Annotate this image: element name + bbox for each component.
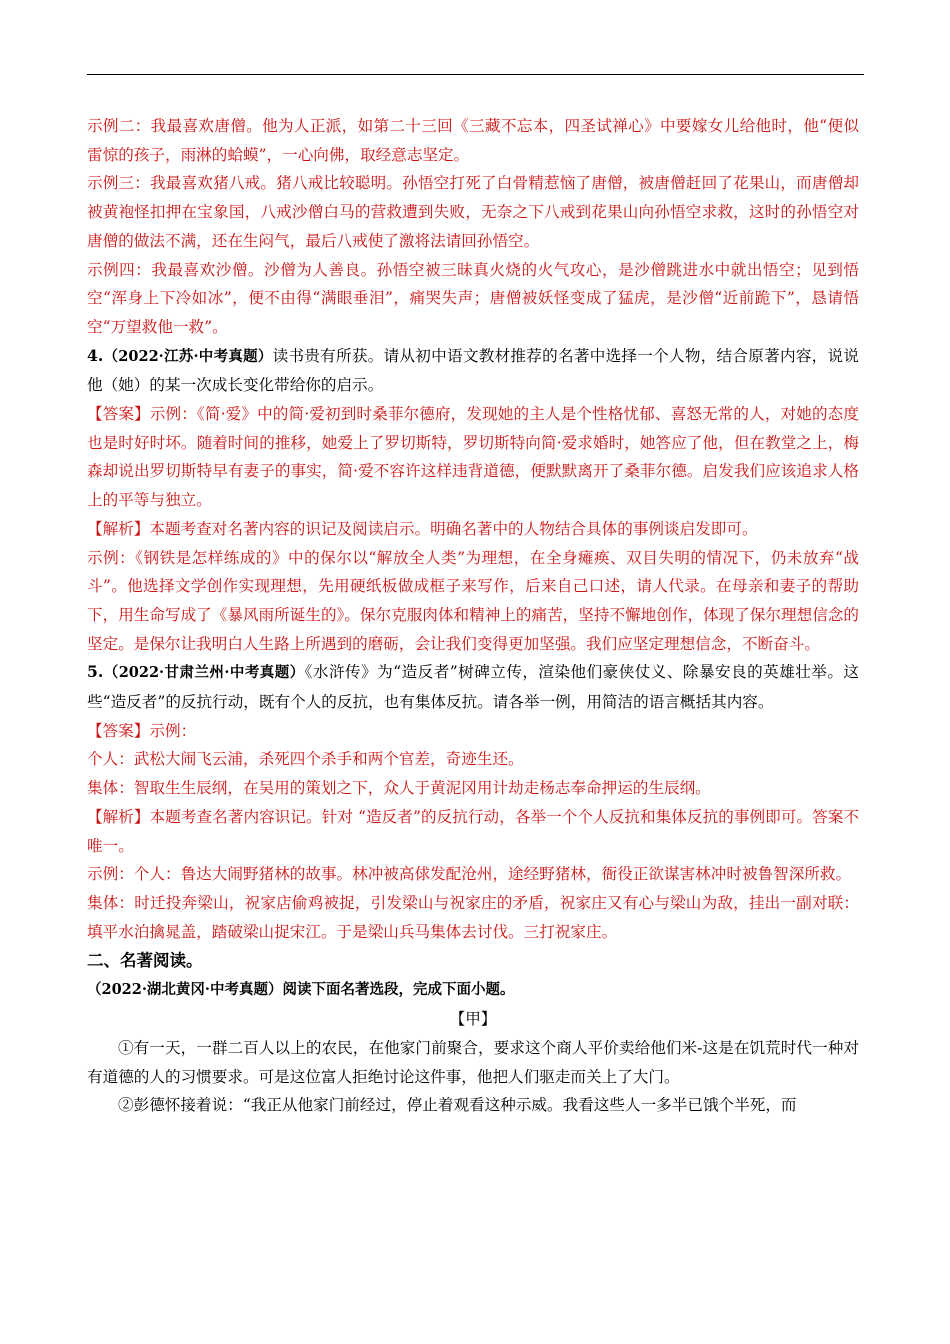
passage-title: 【甲】: [449, 1010, 497, 1029]
question-5-analysis: [87, 803, 859, 860]
analysis-text: 本题考查名著内容识记。针对 “造反者”的反抗行动，各举一个个人反抗和集体反抗的事例即可。答案不唯一。: [87, 807, 859, 855]
question-5: [87, 658, 859, 716]
question-4-stem: 读书贵有所获。请从初中语文教材推荐的名著中选择一个人物，结合原著内容，说说他（她）的某一次成长变化带给你的启示。: [87, 346, 859, 395]
question-4: [87, 342, 859, 400]
analysis-label: 【解析】: [87, 807, 150, 826]
question-4-source: （2022·江苏·中考真题）: [103, 347, 273, 365]
header-rule: [87, 74, 864, 75]
example-four: 示例四：我最喜欢沙僧。沙僧为人善良。孙悟空被三昧真火烧的火气攻心，是沙僧跳进水中就出悟空；见到悟空“浑身上下冷如冰”，便不由得“满眼垂泪”，痛哭失声；唐僧被妖怪变成了猛虎，是沙僧“近前跪下”，恳请悟空“万望救他一救”。: [87, 260, 859, 336]
question-5-source: （2022·甘肃兰州·中考真题）: [103, 664, 305, 682]
section-heading: 二、名著阅读。: [87, 951, 203, 971]
answer-label: 【答案】: [87, 405, 150, 424]
question-4-example: 示例：《钢铁是怎样练成的》中的保尔以“解放全人类”为理想，在全身瘫痪、双目失明的情况下，仍未放弃“战斗”。他选择文学创作实现理想，先用硬纸板做成框子来写作，后来自己口述，请人代录。在母亲和妻子的帮助下，用生命写成了《暴风雨所诞生的》。保尔克服肉体和精神上的痛苦，坚持不懈地创作，体现了保尔理想信念的坚定。是保尔让我明白人生路上所遇到的磨砺，会让我们变得更加坚强。我们应坚定理想信念，不断奋斗。: [87, 548, 859, 653]
example-two: 示例二：我最喜欢唐僧。他为人正派，如第二十三回《三藏不忘本，四圣试禅心》中要嫁女儿给他时，他“便似雷惊的孩子，雨淋的蛤蟆”，一心向佛，取经意志坚定。: [87, 117, 859, 164]
passage-paragraph-1: ①有一天，一群二百人以上的农民，在他家门前聚合，要求这个商人平价卖给他们米-这是在饥荒时代一种对有道德的人的习惯要求。可是这位富人拒绝讨论这件事，他把人们驱走而关上了大门。: [87, 1038, 859, 1086]
question-5-answer: [87, 717, 859, 746]
question-4-analysis: [87, 515, 859, 544]
analysis-text: 本题考查对名著内容的识记及阅读启示。明确名著中的人物结合具体的事例谈启发即可。: [149, 519, 758, 538]
answer-collective: 集体：智取生生辰纲，在吴用的策划之下，众人于黄泥冈用计劫走杨志奉命押运的生辰纲。: [87, 779, 711, 798]
example-individual: 示例：个人：鲁达大闹野猪林的故事。林冲被高俅发配沧州，途经野猪林，衙役正欲谋害林冲时被鲁智深所救。: [87, 865, 852, 884]
example-collective: 集体：时迁投奔梁山，祝家店偷鸡被捉，引发梁山与祝家庄的矛盾，祝家庄又有心与梁山为敌，挂出一副对联：填平水泊擒晁盖，踏破梁山捉宋江。于是梁山兵马集体去讨伐。三打祝家庄。: [87, 893, 859, 941]
passage-paragraph-2: ②彭德怀接着说：“我正从他家门前经过，停止着观看这种示威。我看这些人一多半已饿个半死，而: [118, 1096, 797, 1115]
answer-text: 示例：《简·爱》中的简·爱初到时桑菲尔德府，发现她的主人是个性格忧郁、喜怒无常的人，对她的态度也是时好时坏。随着时间的推移，她爱上了罗切斯特，罗切斯特向简·爱求婚时，她答应了他，但在教堂之上，梅森却说出罗切斯特早有妻子的事实，简·爱不容许这样违背道德，便默默离开了桑菲尔德。启发我们应该追求人格上的平等与独立。: [87, 405, 859, 510]
section-source-line: （2022·湖北黄冈·中考真题）阅读下面名著选段，完成下面小题。: [87, 981, 515, 999]
question-4-answer: [87, 400, 859, 515]
question-5-stem: 《水浒传》为“造反者”树碑立传，渲染他们豪侠仗义、除暴安良的英雄壮举。这些“造反者”的反抗行动，既有个人的反抗，也有集体反抗。请各举一例，用简洁的语言概括其内容。: [87, 663, 859, 712]
answer-individual: 个人：武松大闹飞云浦，杀死四个杀手和两个官差，奇迹生还。: [87, 750, 524, 769]
example-three: 示例三：我最喜欢猪八戒。猪八戒比较聪明。孙悟空打死了白骨精惹恼了唐僧，被唐僧赶回了花果山，而唐僧却被黄袍怪扣押在宝象国，八戒沙僧白马的营救遭到失败，无奈之下八戒到花果山向孙悟空求救，这时的孙悟空对唐僧的做法不满，还在生闷气，最后八戒使了激将法请回孙悟空。: [87, 174, 859, 250]
analysis-label: 【解析】: [87, 519, 150, 538]
answer-label: 【答案】: [87, 721, 150, 740]
question-5-number: 5.: [87, 662, 104, 682]
question-4-number: 4.: [87, 345, 104, 365]
document-body: [87, 112, 859, 1120]
answer-text: 示例：: [149, 721, 197, 740]
